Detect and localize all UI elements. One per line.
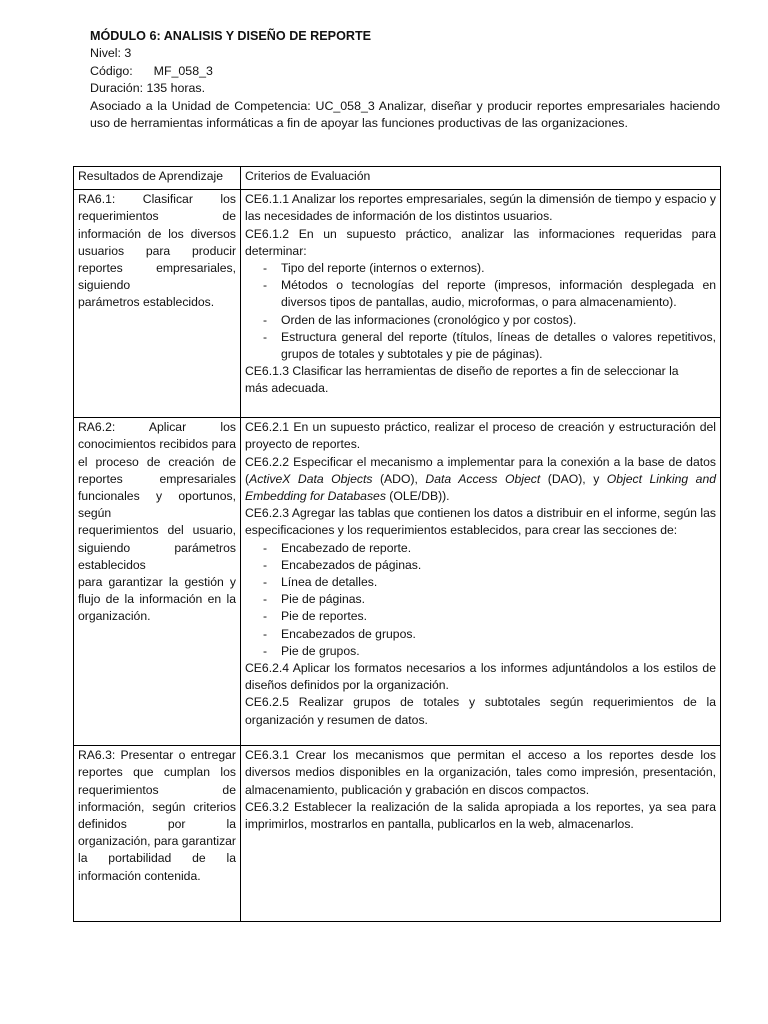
codigo-value: MF_058_3 — [153, 63, 213, 78]
codigo-line — [90, 63, 720, 80]
table-row — [74, 746, 721, 922]
ce-text: CE6.1.2 En un supuesto práctico, analizar las informaciones requeridas para determinar: — [245, 226, 716, 258]
ce-text-italic: Data Access Object — [425, 471, 541, 486]
ce-text-part: (DAO), y — [540, 471, 607, 486]
module-header — [90, 28, 720, 132]
criteria-table — [73, 166, 721, 922]
ra-text-cont: parámetros establecidos. — [78, 295, 215, 310]
ra-text-cont: requerimientos del usuario, siguiendo parámetros establecidos — [78, 523, 236, 572]
ce-text-part: (OLE/DB)). — [385, 489, 450, 504]
ce-text-italic: ActiveX Data Objects — [249, 471, 373, 486]
header-criterios: Criterios de Evaluación — [241, 167, 721, 190]
table-header-row — [74, 167, 721, 190]
table-row — [74, 190, 721, 418]
ce-text-part: CE6.2.2 Especificar el mecanismo a implementar para la conexión a la base de datos ( — [245, 454, 716, 486]
list-item: - Tipo del reporte (internos o externos). — [281, 260, 716, 277]
ce-text-part: (ADO), — [372, 471, 426, 486]
list-item: - Encabezados de grupos. — [281, 626, 716, 643]
list-item: - Estructura general del reporte (títulos, líneas de detalles o valores repetitivos, grupos de totales y subtotales y pie de páginas). — [281, 329, 716, 363]
ra-cell — [74, 418, 241, 746]
list-item: - Línea de detalles. — [281, 574, 716, 591]
list-item: - Encabezados de páginas. — [281, 557, 716, 574]
ce-text — [245, 454, 716, 506]
list-item: - Pie de páginas. — [281, 591, 716, 608]
list-item: - Métodos o tecnologías del reporte (impresos, información desplegada en diversos tipos de pantallas, audio, microformas, o para almacenamiento). — [281, 277, 716, 311]
ce-text: CE6.1.3 Clasificar las herramientas de diseño de reportes a fin de seleccionar la más adecuada. — [245, 364, 679, 396]
ce-cell — [241, 190, 721, 418]
list-item: - Encabezado de reporte. — [281, 540, 716, 557]
ra-text: RA6.3: Presentar o entregar reportes que cumplan los requerimientos de información, según criterios definidos por la organización, para garantizar la portabilidad de la información contenida. — [78, 748, 236, 883]
asociado-paragraph: Asociado a la Unidad de Competencia: UC_058_3 Analizar, diseñar y producir reportes empresariales haciendo uso de herramientas informáticas a fin de apoyar las funciones productivas de las organizaciones. — [90, 98, 720, 131]
duracion-line: Duración: 135 horas. — [90, 81, 206, 96]
ce-text: CE6.2.4 Aplicar los formatos necesarios a los informes adjuntándolos a los estilos de diseños definidos por la organización. — [245, 661, 716, 693]
ce-text: CE6.2.3 Agregar las tablas que contienen los datos a distribuir en el informe, según las especificaciones y los requerimientos establecidos, para crear las secciones de: — [245, 506, 716, 538]
nivel-line: Nivel: 3 — [90, 46, 132, 61]
ra-text: RA6.1: Clasificar los requerimientos de información de los diversos usuarios para producir reportes empresariales, siguiendo — [78, 192, 236, 293]
ce-text: CE6.3.1 Crear los mecanismos que permitan el acceso a los reportes desde los diversos medios disponibles en la organización, tales como impresión, presentación, almacenamiento, publicación y grabación en discos compactos. — [245, 748, 716, 797]
ce-text: CE6.2.5 Realizar grupos de totales y subtotales según requerimientos de la organización y resumen de datos. — [245, 695, 716, 727]
ce-text: CE6.3.2 Establecer la realización de la salida apropiada a los reportes, ya sea para imprimirlos, mostrarlos en pantalla, publicarlos en la web, almacenarlos. — [245, 799, 716, 832]
list-item: - Pie de reportes. — [281, 608, 716, 625]
ce-text: CE6.2.1 En un supuesto práctico, realizar el proceso de creación y estructuración del proyecto de reportes. — [245, 420, 716, 452]
ce-bullet-list — [245, 260, 716, 363]
ce-text-italic: Object Linking and Embedding for Databases — [245, 471, 717, 504]
codigo-label: Código: — [90, 63, 133, 78]
list-item: - Pie de grupos. — [281, 643, 716, 660]
ce-cell — [241, 418, 721, 746]
ra-cell — [74, 190, 241, 418]
ra-cell — [74, 746, 241, 922]
header-resultados: Resultados de Aprendizaje — [74, 167, 241, 190]
ce-text: CE6.1.1 Analizar los reportes empresariales, según la dimensión de tiempo y espacio y las necesidades de información de los distintos usuarios. — [245, 192, 716, 224]
table-row — [74, 418, 721, 746]
ce-bullet-list — [245, 540, 716, 660]
list-item: - Orden de las informaciones (cronológico y por costos). — [281, 312, 716, 329]
ra-text: RA6.2: Aplicar los conocimientos recibidos para el proceso de creación de reportes empresariales funcionales y oportunos, según — [78, 420, 236, 521]
ra-text-cont: para garantizar la gestión y flujo de la información en la organización. — [78, 575, 236, 624]
module-title: MÓDULO 6: ANALISIS Y DISEÑO DE REPORTE — [90, 29, 372, 43]
ce-cell — [241, 746, 721, 922]
